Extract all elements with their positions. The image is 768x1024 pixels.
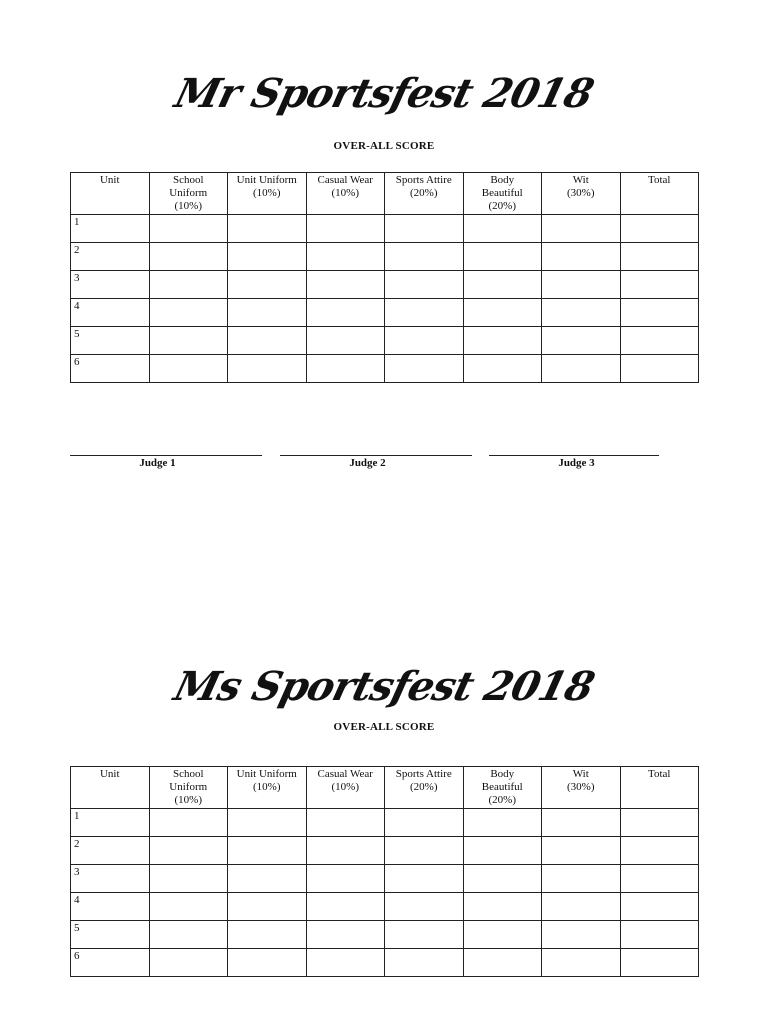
score-cell[interactable] (306, 299, 385, 327)
column-header (228, 767, 307, 809)
column-header-text: Uniform (169, 187, 208, 199)
column-header-text: Casual Wear (317, 174, 373, 186)
column-header-text: Sports Attire (395, 174, 452, 186)
column-header-text: Sports Attire (395, 768, 452, 780)
judge-1-label: Judge 1 (139, 457, 176, 469)
column-header (306, 173, 385, 215)
ms-overall-score-heading: OVER-ALL SCORE (333, 721, 435, 733)
table-row (71, 949, 699, 977)
score-cell[interactable] (306, 215, 385, 243)
column-header-text: (30%) (567, 187, 595, 199)
score-cell[interactable] (620, 299, 699, 327)
score-cell[interactable] (306, 355, 385, 383)
score-cell[interactable] (463, 837, 542, 865)
column-header-text: Beautiful (481, 781, 523, 793)
column-header-text: (10%) (331, 781, 359, 793)
table-row (71, 921, 699, 949)
column-header-text: Wit (572, 768, 589, 780)
column-header-text: Beautiful (481, 187, 523, 199)
score-cell[interactable] (149, 949, 228, 977)
score-cell[interactable] (228, 921, 307, 949)
score-cell[interactable] (228, 893, 307, 921)
score-cell[interactable] (149, 215, 228, 243)
score-cell[interactable] (542, 355, 621, 383)
score-cell[interactable] (306, 327, 385, 355)
column-header-text: Casual Wear (317, 768, 373, 780)
column-header (385, 173, 464, 215)
unit-number-cell: 4 (71, 893, 150, 921)
score-cell[interactable] (542, 327, 621, 355)
score-cell[interactable] (542, 215, 621, 243)
column-header (385, 767, 464, 809)
score-cell[interactable] (385, 243, 464, 271)
table-row (71, 271, 699, 299)
score-cell[interactable] (385, 837, 464, 865)
column-header (542, 173, 621, 215)
ms-score-table (70, 766, 699, 977)
score-cell[interactable] (306, 893, 385, 921)
score-cell[interactable] (306, 809, 385, 837)
column-header (306, 767, 385, 809)
ms-score-table-body (71, 809, 699, 977)
column-header-text: (10%) (174, 794, 202, 806)
score-cell[interactable] (542, 921, 621, 949)
score-cell[interactable] (385, 893, 464, 921)
score-cell[interactable] (620, 327, 699, 355)
score-cell[interactable] (385, 949, 464, 977)
column-header (620, 767, 699, 809)
score-cell[interactable] (149, 809, 228, 837)
score-cell[interactable] (228, 243, 307, 271)
score-cell[interactable] (463, 949, 542, 977)
column-header (542, 767, 621, 809)
table-row (71, 893, 699, 921)
column-header (149, 173, 228, 215)
score-cell[interactable] (463, 809, 542, 837)
score-cell[interactable] (463, 327, 542, 355)
score-cell[interactable] (463, 865, 542, 893)
score-cell[interactable] (542, 865, 621, 893)
score-cell[interactable] (542, 809, 621, 837)
score-cell[interactable] (228, 327, 307, 355)
score-cell[interactable] (228, 865, 307, 893)
score-cell[interactable] (463, 271, 542, 299)
column-header (228, 173, 307, 215)
score-cell[interactable] (306, 271, 385, 299)
unit-number-cell: 1 (71, 215, 150, 243)
score-cell[interactable] (385, 271, 464, 299)
mr-score-table-body (71, 215, 699, 383)
score-cell[interactable] (463, 215, 542, 243)
score-cell[interactable] (228, 949, 307, 977)
unit-number-cell: 6 (71, 949, 150, 977)
table-row (71, 865, 699, 893)
unit-number-cell: 6 (71, 355, 150, 383)
score-cell[interactable] (149, 893, 228, 921)
score-cell[interactable] (620, 893, 699, 921)
column-header-text: Unit (99, 768, 120, 780)
score-cell[interactable] (620, 921, 699, 949)
score-cell[interactable] (149, 837, 228, 865)
column-header-text: (30%) (567, 781, 595, 793)
score-cell[interactable] (149, 921, 228, 949)
score-cell[interactable] (385, 809, 464, 837)
score-cell[interactable] (149, 327, 228, 355)
score-cell[interactable] (463, 355, 542, 383)
score-cell[interactable] (385, 921, 464, 949)
score-cell[interactable] (306, 243, 385, 271)
table-row (71, 243, 699, 271)
column-header (463, 767, 542, 809)
mr-score-table (70, 172, 699, 383)
mr-sportsfest-title: Mr Sportsfest 2018 (170, 70, 598, 117)
table-row (71, 837, 699, 865)
column-header (463, 173, 542, 215)
table-row (71, 299, 699, 327)
score-cell[interactable] (620, 837, 699, 865)
judge-1-signature-line (70, 455, 262, 456)
judge-3-label: Judge 3 (558, 457, 595, 469)
score-cell[interactable] (385, 355, 464, 383)
score-cell[interactable] (149, 299, 228, 327)
unit-number-cell: 5 (71, 327, 150, 355)
column-header-text: Uniform (169, 781, 208, 793)
score-cell[interactable] (306, 865, 385, 893)
score-cell[interactable] (228, 271, 307, 299)
column-header (620, 173, 699, 215)
score-cell[interactable] (228, 215, 307, 243)
score-cell[interactable] (228, 299, 307, 327)
score-cell[interactable] (228, 809, 307, 837)
score-cell[interactable] (149, 243, 228, 271)
score-cell[interactable] (149, 865, 228, 893)
judge-2-label: Judge 2 (349, 457, 386, 469)
score-cell[interactable] (620, 243, 699, 271)
score-cell[interactable] (385, 215, 464, 243)
score-cell[interactable] (620, 215, 699, 243)
score-cell[interactable] (306, 949, 385, 977)
judge-2-signature-line (280, 455, 472, 456)
score-cell[interactable] (149, 271, 228, 299)
unit-number-cell: 1 (71, 809, 150, 837)
column-header-text: School (172, 768, 204, 780)
score-cell[interactable] (542, 949, 621, 977)
unit-number-cell: 2 (71, 837, 150, 865)
unit-number-cell: 5 (71, 921, 150, 949)
score-cell[interactable] (228, 837, 307, 865)
column-header-text: Unit Uniform (236, 174, 297, 186)
score-cell[interactable] (463, 893, 542, 921)
column-header-text: School (172, 174, 204, 186)
ms-sportsfest-title: Ms Sportsfest 2018 (169, 663, 599, 710)
unit-number-cell: 3 (71, 271, 150, 299)
column-header-text: Total (648, 174, 671, 186)
score-cell[interactable] (620, 271, 699, 299)
column-header-text: Wit (572, 174, 589, 186)
score-cell[interactable] (620, 865, 699, 893)
score-cell[interactable] (620, 355, 699, 383)
score-cell[interactable] (306, 837, 385, 865)
table-row (71, 809, 699, 837)
table-row (71, 355, 699, 383)
table-row (71, 215, 699, 243)
column-header-text: (20%) (488, 200, 516, 212)
unit-number-cell: 3 (71, 865, 150, 893)
score-cell[interactable] (542, 837, 621, 865)
column-header-text: (20%) (410, 781, 438, 793)
column-header-text: Body (490, 768, 515, 780)
score-cell[interactable] (385, 865, 464, 893)
score-cell[interactable] (463, 299, 542, 327)
score-cell[interactable] (306, 921, 385, 949)
score-cell[interactable] (542, 893, 621, 921)
column-header-text: (10%) (253, 781, 281, 793)
score-cell[interactable] (385, 327, 464, 355)
column-header (149, 767, 228, 809)
unit-number-cell: 2 (71, 243, 150, 271)
score-cell[interactable] (463, 243, 542, 271)
column-header-text: Total (648, 768, 671, 780)
column-header-text: Unit (99, 174, 120, 186)
score-cell[interactable] (620, 949, 699, 977)
column-header-text: Unit Uniform (236, 768, 297, 780)
unit-number-cell: 4 (71, 299, 150, 327)
table-row (71, 327, 699, 355)
score-cell[interactable] (149, 355, 228, 383)
column-header (71, 173, 150, 215)
column-header (71, 767, 150, 809)
score-cell[interactable] (228, 355, 307, 383)
column-header-text: (10%) (174, 200, 202, 212)
score-cell[interactable] (385, 299, 464, 327)
mr-overall-score-heading: OVER-ALL SCORE (333, 140, 435, 152)
column-header-text: (20%) (410, 187, 438, 199)
mr-score-table-header (71, 173, 699, 215)
judge-3-signature-line (489, 455, 659, 456)
column-header-text: Body (490, 174, 515, 186)
score-cell[interactable] (620, 809, 699, 837)
score-cell[interactable] (542, 271, 621, 299)
score-cell[interactable] (542, 243, 621, 271)
column-header-text: (20%) (488, 794, 516, 806)
ms-score-table-header (71, 767, 699, 809)
column-header-text: (10%) (253, 187, 281, 199)
score-cell[interactable] (542, 299, 621, 327)
score-cell[interactable] (463, 921, 542, 949)
column-header-text: (10%) (331, 187, 359, 199)
